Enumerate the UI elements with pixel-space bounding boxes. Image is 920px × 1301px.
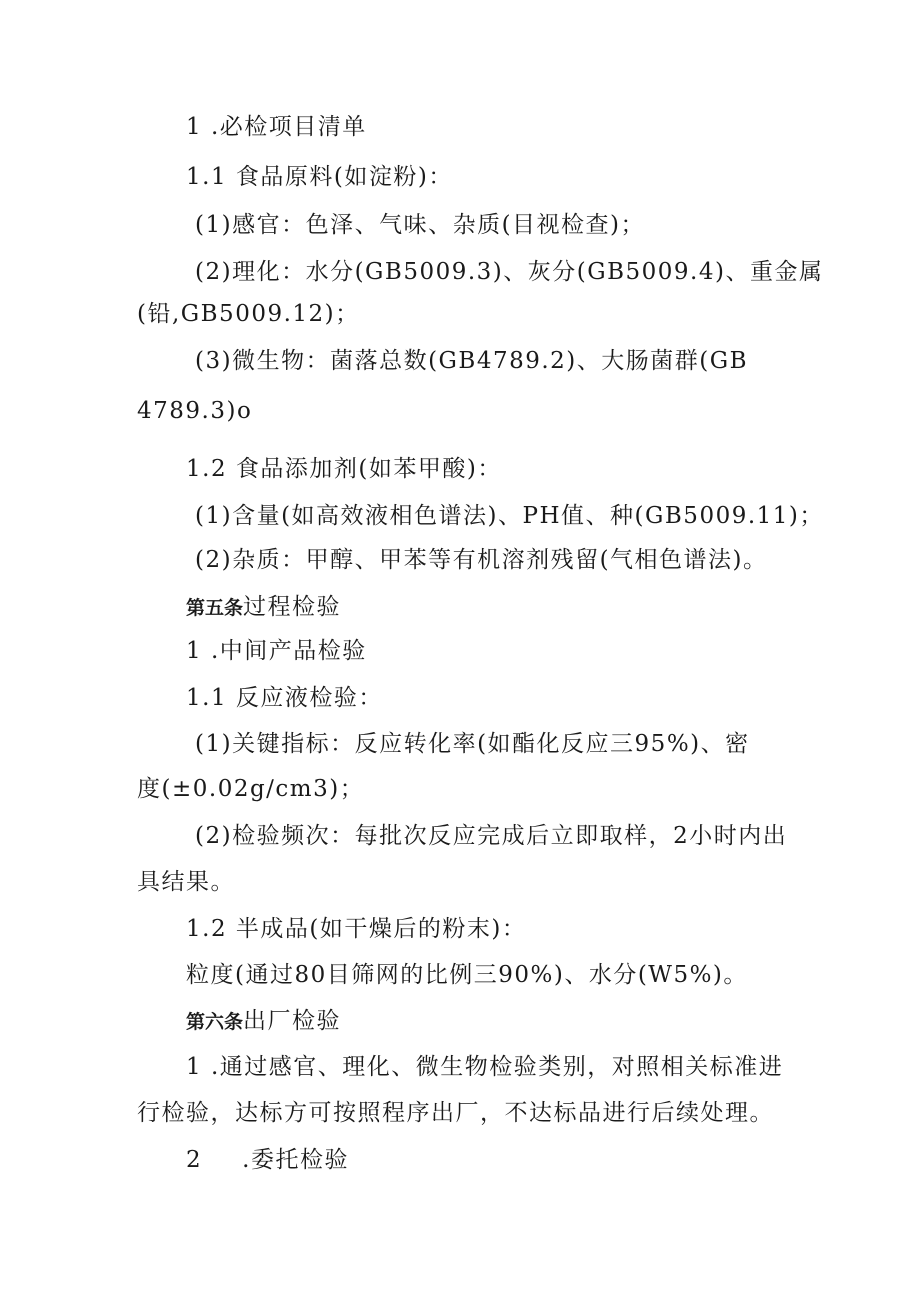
article-five-label: 第五条 [186,597,244,619]
item-impurities: (2)杂质：甲醇、甲苯等有机溶剂残留(气相色谱法)。 [195,547,768,573]
item-inspection-frequency-continued: 具结果。 [137,869,235,895]
subsection-food-additives: 1.2 食品添加剂(如苯甲酸)： [186,456,502,482]
item-microbial: (3)微生物：菌落总数(GB4789.2)、大肠菌群(GB [195,348,749,374]
section-heading-entrusted-inspection [186,1146,349,1174]
paragraph-factory-inspection: 1 .通过感官、理化、微生物检验类别，对照相关标准进 [186,1054,784,1080]
subsection-reaction-liquid: 1.1 反应液检验： [186,685,383,711]
item-granularity: 粒度(通过80目筛网的比例三90%)、水分(W5%)。 [186,962,748,988]
section-heading-required-items: 1 .必检项目清单 [186,114,367,140]
paragraph-factory-inspection-continued: 行检验，达标方可按照程序出厂，不达标品进行后续处理。 [137,1100,774,1126]
item-content: (1)含量(如高效液相色谱法)、PH值、种(GB5009.11)； [195,503,824,529]
item-key-indicators-continued: 度(±0.02g∕cm3)； [137,776,365,802]
subsection-semi-finished-products: 1.2 半成品(如干燥后的粉末)： [186,916,527,942]
entrusted-inspection-title: .委托检验 [242,1147,349,1173]
item-key-indicators: (1)关键指标：反应转化率(如酯化反应三95%)、密 [195,731,750,757]
article-five-title: 过程检验 [243,594,342,620]
item-microbial-continued: 4789.3)o [137,398,253,424]
section-heading-intermediate-products: 1 .中间产品检验 [186,638,367,664]
item-sensory: (1)感官：色泽、气味、杂质(目视检查)； [195,212,646,238]
item-physicochemical-continued: (铅,GB5009.12)； [137,301,360,327]
item-physicochemical: (2)理化：水分(GB5009.3)、灰分(GB5009.4)、重金属 [195,259,824,285]
article-five-heading [186,593,341,622]
item-inspection-frequency: (2)检验频次：每批次反应完成后立即取样，2小时内出 [195,823,788,849]
entrusted-inspection-number: 2 [186,1147,203,1173]
article-six-heading [186,1007,341,1036]
article-six-title: 出厂检验 [243,1008,342,1034]
subsection-raw-materials: 1.1 食品原料(如淀粉)： [186,164,453,190]
article-six-label: 第六条 [186,1011,244,1033]
